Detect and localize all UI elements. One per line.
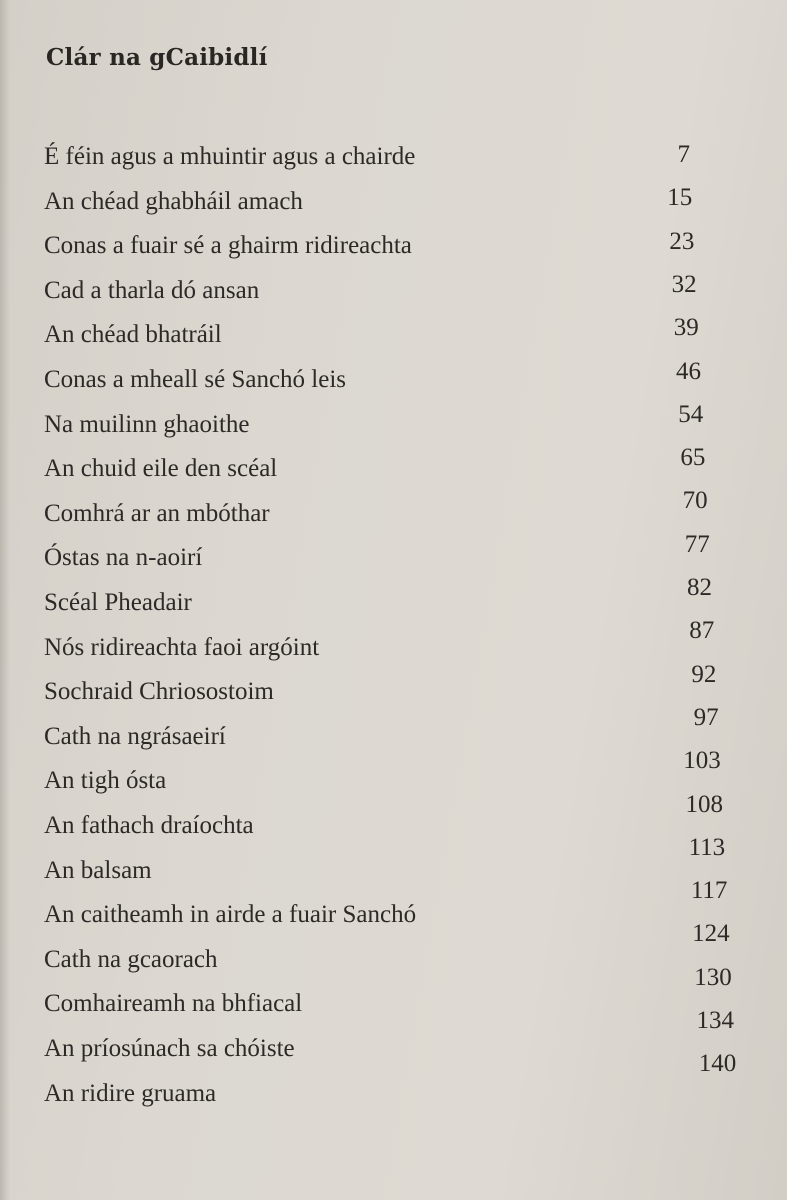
chapter-title: Óstas na n-aoirí bbox=[44, 544, 203, 572]
chapter-title: Nós ridireachta faoi argóint bbox=[44, 633, 320, 661]
chapter-title: Comhrá ar an mbóthar bbox=[44, 499, 270, 527]
chapter-title: Cad a tharla dó ansan bbox=[44, 276, 260, 304]
chapter-page-number: 140 bbox=[698, 1050, 737, 1078]
chapter-page-number: 15 bbox=[667, 184, 693, 212]
chapter-title: An ridire gruama bbox=[44, 1079, 217, 1107]
chapter-page-number: 32 bbox=[671, 270, 697, 298]
chapter-page-number: 54 bbox=[678, 400, 704, 428]
chapter-title: An tigh ósta bbox=[44, 767, 167, 795]
chapter-page-number: 92 bbox=[691, 660, 717, 688]
chapter-title: Comhaireamh na bhfiacal bbox=[44, 990, 303, 1018]
chapter-page-number: 82 bbox=[687, 574, 712, 601]
page-title: Clár na gCaibidlí bbox=[46, 44, 268, 71]
chapter-title: Cath na ngrásaeirí bbox=[44, 722, 226, 750]
chapter-page-number: 23 bbox=[669, 227, 695, 255]
chapter-page-number: 39 bbox=[673, 314, 699, 342]
chapter-page-number: 124 bbox=[692, 920, 730, 948]
chapter-page-number: 65 bbox=[680, 444, 706, 472]
chapter-page-number: 108 bbox=[685, 790, 723, 818]
chapter-page-number: 134 bbox=[696, 1007, 734, 1034]
chapter-title: É féin agus a mhuintir agus a chairde bbox=[44, 143, 416, 170]
chapter-page-number: 87 bbox=[689, 617, 715, 645]
chapter-title: An balsam bbox=[44, 856, 152, 884]
chapter-title: Sochraid Chriosostoim bbox=[44, 678, 274, 706]
chapter-page-number: 77 bbox=[684, 530, 710, 558]
chapter-page-number: 130 bbox=[694, 963, 732, 991]
chapter-title: An fathach draíochta bbox=[44, 812, 254, 839]
chapter-title: An chéad ghabháil amach bbox=[44, 187, 303, 215]
chapter-page-number: 7 bbox=[677, 141, 690, 168]
chapter-title: An príosúnach sa chóiste bbox=[44, 1035, 295, 1062]
chapter-page-number: 97 bbox=[693, 703, 719, 731]
chapter-title: Cath na gcaorach bbox=[44, 945, 218, 973]
chapter-page-number: 117 bbox=[690, 877, 728, 905]
chapter-page-number: 46 bbox=[676, 357, 701, 385]
chapter-page-number: 70 bbox=[682, 487, 708, 515]
chapter-title: An chéad bhatráil bbox=[44, 321, 222, 349]
chapter-title: Scéal Pheadair bbox=[44, 589, 192, 616]
chapter-page-number: 103 bbox=[683, 747, 721, 775]
chapter-title: Na muilinn ghaoithe bbox=[44, 410, 250, 438]
chapter-title: Conas a mheall sé Sanchó leis bbox=[44, 366, 347, 393]
chapter-title: An chuid eile den scéal bbox=[44, 455, 278, 483]
chapter-title: An caitheamh in airde a fuair Sanchó bbox=[44, 901, 417, 929]
chapter-title: Conas a fuair sé a ghairm ridireachta bbox=[44, 232, 412, 260]
chapter-page-number: 113 bbox=[688, 833, 726, 861]
